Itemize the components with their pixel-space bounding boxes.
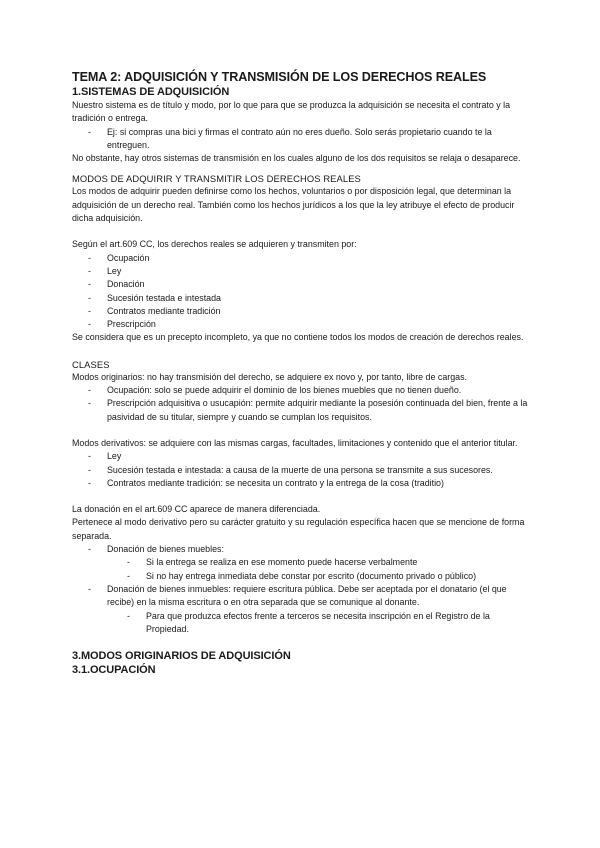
paragraph: Según el art.609 CC, los derechos reales se adquieren y transmiten por: <box>72 239 357 250</box>
bullet-dash: - <box>88 464 91 475</box>
document-title: TEMA 2: ADQUISICIÓN Y TRANSMISIÓN DE LOS DERECHOS REALES <box>72 70 487 84</box>
list-item-text: Ocupación <box>107 252 150 263</box>
list-item-text: Sucesión testada e intestada: a causa de la muerte de una persona se transmite a sus sucesores. <box>107 464 493 475</box>
paragraph: Nuestro sistema es de título y modo, por lo que para que se produzca la adquisición se necesita el contrato y la tradición o entrega. <box>72 100 511 124</box>
list-item <box>72 583 532 610</box>
bullet-dash: - <box>88 292 91 303</box>
paragraph: Se considera que es un precepto incompleto, ya que no contiene todos los modos de creación de derechos reales. <box>72 332 524 343</box>
list-item-text: Ley <box>107 451 122 462</box>
paragraph: La donación en el art.609 CC aparece de manera diferenciada. <box>72 504 321 515</box>
list-item-text: Sucesión testada e intestada <box>107 292 221 303</box>
list-item-text: Si la entrega se realiza en ese momento puede hacerse verbalmente <box>146 557 418 568</box>
bullet-dash: - <box>127 557 130 568</box>
list-item <box>72 305 532 318</box>
section-heading-sistemas: 1.SISTEMAS DE ADQUISICIÓN <box>72 86 230 98</box>
list-item-text: Ley <box>107 265 122 276</box>
list-item <box>72 252 532 265</box>
bullet-dash: - <box>88 385 91 396</box>
list-item <box>72 450 532 463</box>
paragraph: Pertenece al modo derivativo pero su carácter gratuito y su regulación específica hacen que se mencione de forma separada. <box>72 517 525 541</box>
list-item <box>72 126 532 153</box>
list-item-text: Prescripción <box>107 319 156 330</box>
bullet-dash: - <box>88 265 91 276</box>
list-item-text: Contratos mediante tradición <box>107 305 221 316</box>
bullet-dash: - <box>88 583 91 594</box>
section-heading-clases: CLASES <box>72 358 110 370</box>
bullet-dash: - <box>88 252 91 263</box>
bullet-dash: - <box>127 570 130 581</box>
bullet-dash: - <box>88 279 91 290</box>
paragraph-derivativos: Modos derivativos: se adquiere con las mismas cargas, facultades, limitaciones y contenido que el anterior titular. <box>72 437 518 448</box>
bullet-dash: - <box>88 451 91 462</box>
list-item-text: Ocupación: solo se puede adquirir el dominio de los bienes muebles que no tienen dueño. <box>107 385 462 396</box>
muebles-sublist <box>72 556 532 583</box>
list-item <box>72 543 532 556</box>
list-item <box>72 278 532 291</box>
list-item <box>72 397 532 424</box>
bullet-dash: - <box>88 305 91 316</box>
bullet-dash: - <box>88 544 91 555</box>
list-item-text: Donación de bienes inmuebles: requiere escritura pública. Debe ser aceptada por el donatario (el que recibe) en la misma escritura o en otra separada que se comunique al donante. <box>107 583 507 608</box>
sub-list-item <box>72 556 532 569</box>
list-item <box>72 292 532 305</box>
list-item-text: Donación de bienes muebles: <box>107 544 224 555</box>
modos-list <box>72 252 532 332</box>
bullet-dash: - <box>88 319 91 330</box>
list-item <box>72 477 532 490</box>
bullet-dash: - <box>88 398 91 409</box>
bullet-dash: - <box>88 477 91 488</box>
list-item <box>72 265 532 278</box>
list-item-text: Para que produzca efectos frente a terceros se necesita inscripción en el Registro de la Propiedad. <box>146 610 490 634</box>
section-heading-originarios: 3.MODOS ORIGINARIOS DE ADQUISICIÓN <box>72 650 291 663</box>
list-item-text: Donación <box>107 279 145 290</box>
list-item-text: Ej: si compras una bici y firmas el contrato aún no eres dueño. Solo serás propietario cuando te la entreguen. <box>107 126 492 150</box>
list-item-text: Contratos mediante tradición: se necesita un contrato y la entrega de la cosa (traditio) <box>107 477 444 488</box>
derivativos-list <box>72 450 532 490</box>
bullet-dash: - <box>127 610 130 621</box>
section-heading-modos: MODOS DE ADQUIRIR Y TRANSMITIR LOS DERECHOS REALES <box>72 173 361 185</box>
paragraph: Los modos de adquirir pueden definirse como los hechos, voluntarios o por disposición legal, que determinan la adquisición de un derecho real. También como los hechos jurídicos a los que la ley atribuye el efecto de producir dicha adquisición. <box>72 186 515 224</box>
list-item-text: Si no hay entrega inmediata debe constar por escrito (documento privado o público) <box>146 570 477 581</box>
sub-list-item <box>72 610 532 637</box>
sub-list-item <box>72 570 532 583</box>
originarios-list <box>72 384 532 424</box>
paragraph: No obstante, hay otros sistemas de transmisión en los cuales alguno de los dos requisitos se relaja o desaparece. <box>72 153 521 164</box>
subsection-heading-ocupacion: 3.1.OCUPACIÓN <box>72 664 156 677</box>
list-item <box>72 384 532 397</box>
paragraph-originarios: Modos originarios: no hay transmisión del derecho, se adquiere ex novo y, por tanto, libre de cargas. <box>72 371 467 382</box>
bullet-dash: - <box>88 126 91 137</box>
list-item-text: Prescripción adquisitiva o usucapión: permite adquirir mediante la posesión continuada del bien, frente a la pasividad de su titular, siempre y cuando se cumplan los requisitos. <box>107 398 528 422</box>
list-item <box>72 464 532 477</box>
document-page <box>72 70 532 677</box>
list-item <box>72 318 532 331</box>
